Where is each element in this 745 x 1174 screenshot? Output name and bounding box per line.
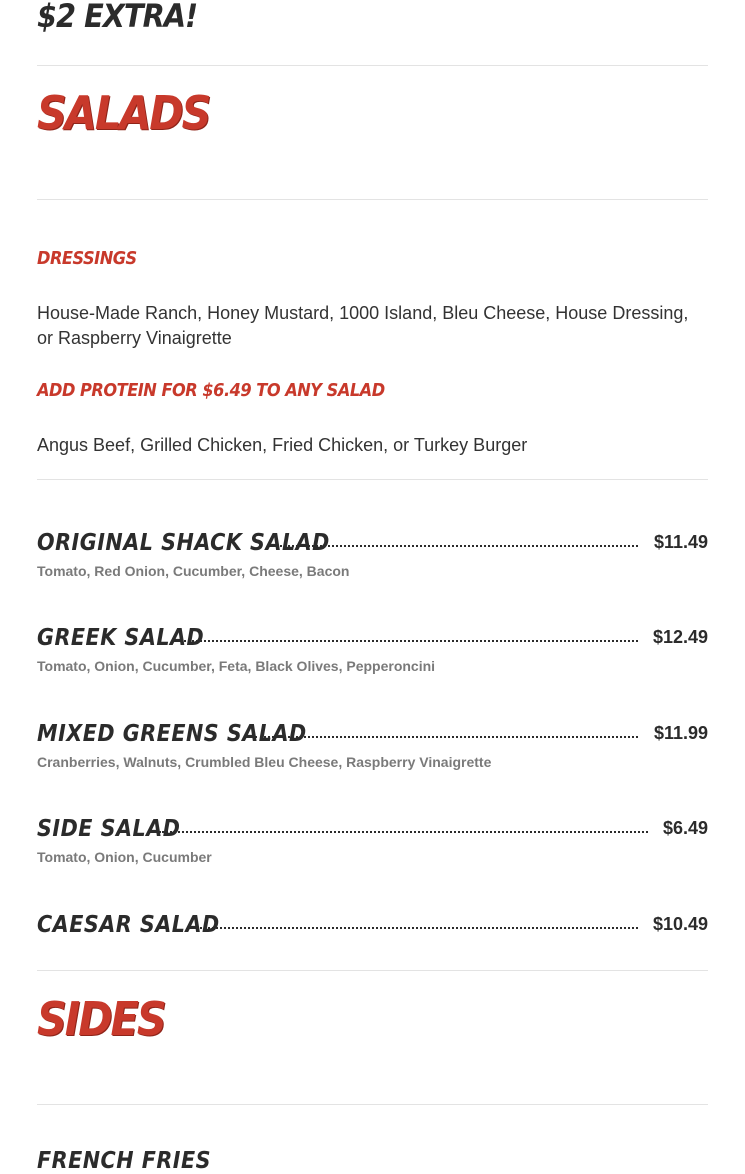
- section-title-sides: SIDES: [37, 992, 165, 1046]
- item-description: Tomato, Onion, Cucumber: [37, 849, 212, 865]
- divider: [37, 970, 708, 971]
- item-description: Cranberries, Walnuts, Crumbled Bleu Cheese, Raspberry Vinaigrette: [37, 754, 492, 770]
- dotted-leader: [255, 736, 638, 738]
- item-price: $10.49: [652, 914, 708, 934]
- menu-item-greek-salad: [37, 625, 708, 685]
- item-price: $12.49: [652, 627, 708, 647]
- item-price: $11.49: [653, 532, 708, 552]
- protein-heading: ADD PROTEIN FOR $6.49 TO ANY SALAD: [37, 380, 385, 401]
- item-price: $6.49: [662, 818, 708, 838]
- dotted-leader: [188, 927, 638, 929]
- extra-charge-note: $2 EXTRA!: [37, 0, 198, 35]
- item-name: MIXED GREENS SALAD: [37, 721, 307, 747]
- menu-item-caesar-salad: [37, 912, 708, 972]
- menu-item-mixed-greens-salad: [37, 721, 708, 781]
- item-price: $11.99: [653, 723, 708, 743]
- item-name-partial: FRENCH FRIES: [37, 1148, 212, 1174]
- divider: [37, 199, 708, 200]
- menu-item-side-salad: [37, 816, 708, 876]
- divider: [37, 479, 708, 480]
- protein-list: Angus Beef, Grilled Chicken, Fried Chicken, or Turkey Burger: [37, 435, 528, 455]
- item-name: CAESAR SALAD: [37, 912, 220, 938]
- divider: [37, 65, 708, 66]
- menu-item-original-shack-salad: [37, 530, 708, 590]
- dotted-leader: [177, 640, 638, 642]
- item-name: SIDE SALAD: [37, 816, 181, 842]
- divider: [37, 1104, 708, 1105]
- item-name: ORIGINAL SHACK SALAD: [37, 530, 330, 556]
- section-title-salads: SALADS: [37, 86, 210, 140]
- item-description: Tomato, Onion, Cucumber, Feta, Black Olives, Pepperoncini: [37, 658, 436, 674]
- dressings-heading: DRESSINGS: [37, 248, 137, 269]
- dotted-leader: [275, 545, 638, 547]
- dressings-list: House-Made Ranch, Honey Mustard, 1000 Island, Bleu Cheese, House Dressing, or Raspberry Vinaigrette: [37, 303, 689, 348]
- item-description: Tomato, Red Onion, Cucumber, Cheese, Bacon: [37, 563, 350, 579]
- item-name: GREEK SALAD: [37, 625, 205, 651]
- dotted-leader: [159, 831, 648, 833]
